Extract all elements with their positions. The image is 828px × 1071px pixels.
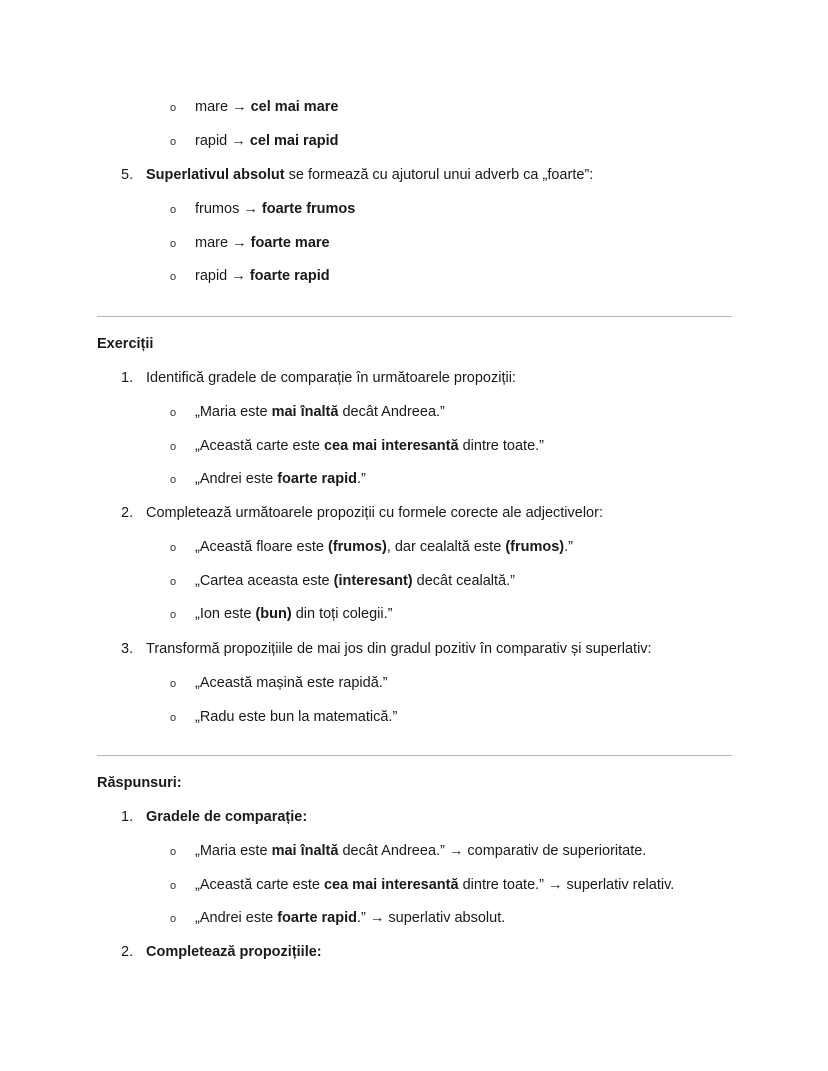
list-item: Identifică gradele de comparație în următoarele propoziții: xyxy=(146,370,516,386)
list-number: 2. xyxy=(121,505,134,521)
bullet-marker: o xyxy=(170,846,177,858)
bullet-marker: o xyxy=(170,407,177,419)
list-item: Completează următoarele propoziții cu formele corecte ale adjectivelor: xyxy=(146,505,603,521)
bullet-marker: o xyxy=(170,102,177,114)
list-item: rapid → cel mai rapid xyxy=(195,133,339,149)
list-number: 2. xyxy=(121,944,134,960)
bullet-marker: o xyxy=(170,474,177,486)
list-item: mare → foarte mare xyxy=(195,235,330,251)
list-number: 3. xyxy=(121,641,134,657)
list-item: „Andrei este foarte rapid.” → superlativ absolut. xyxy=(195,910,506,926)
list-item: rapid → foarte rapid xyxy=(195,268,330,284)
list-item: „Maria este mai înaltă decât Andreea.” → comparativ de superioritate. xyxy=(195,843,647,859)
list-item: Superlativul absolut se formează cu ajutorul unui adverb ca „foarte”: xyxy=(146,167,594,183)
bullet-marker: o xyxy=(170,271,177,283)
bullet-marker: o xyxy=(170,913,177,925)
bullet-marker: o xyxy=(170,609,177,621)
bullet-marker: o xyxy=(170,542,177,554)
list-item: „Această floare este (frumos), dar cealaltă este (frumos).” xyxy=(195,539,573,555)
list-item: Transformă propozițiile de mai jos din gradul pozitiv în comparativ și superlativ: xyxy=(146,641,652,657)
list-item: frumos → foarte frumos xyxy=(195,201,356,217)
section-heading-exercises: Exerciții xyxy=(97,336,154,352)
bullet-marker: o xyxy=(170,712,177,724)
list-item: mare → cel mai mare xyxy=(195,99,339,115)
divider xyxy=(97,755,732,756)
list-number: 5. xyxy=(121,167,134,183)
bullet-marker: o xyxy=(170,576,177,588)
bullet-marker: o xyxy=(170,678,177,690)
bullet-marker: o xyxy=(170,441,177,453)
list-item: „Această carte este cea mai interesantă dintre toate.” xyxy=(195,438,544,454)
section-heading-answers: Răspunsuri: xyxy=(97,775,182,791)
bullet-marker: o xyxy=(170,238,177,250)
bullet-marker: o xyxy=(170,204,177,216)
list-number: 1. xyxy=(121,370,134,386)
list-item: Gradele de comparație: xyxy=(146,809,308,825)
bullet-marker: o xyxy=(170,136,177,148)
list-item: „Ion este (bun) din toți colegii.” xyxy=(195,606,393,622)
list-item: „Această mașină este rapidă.” xyxy=(195,675,388,691)
list-item: „Maria este mai înaltă decât Andreea.” xyxy=(195,404,445,420)
list-item: „Cartea aceasta este (interesant) decât cealaltă.” xyxy=(195,573,515,589)
list-item: „Această carte este cea mai interesantă dintre toate.” → superlativ relativ. xyxy=(195,877,675,893)
bullet-marker: o xyxy=(170,880,177,892)
list-item: „Radu este bun la matematică.” xyxy=(195,709,398,725)
list-item: „Andrei este foarte rapid.” xyxy=(195,471,366,487)
divider xyxy=(97,316,732,317)
list-item: Completează propozițiile: xyxy=(146,944,322,960)
list-number: 1. xyxy=(121,809,134,825)
